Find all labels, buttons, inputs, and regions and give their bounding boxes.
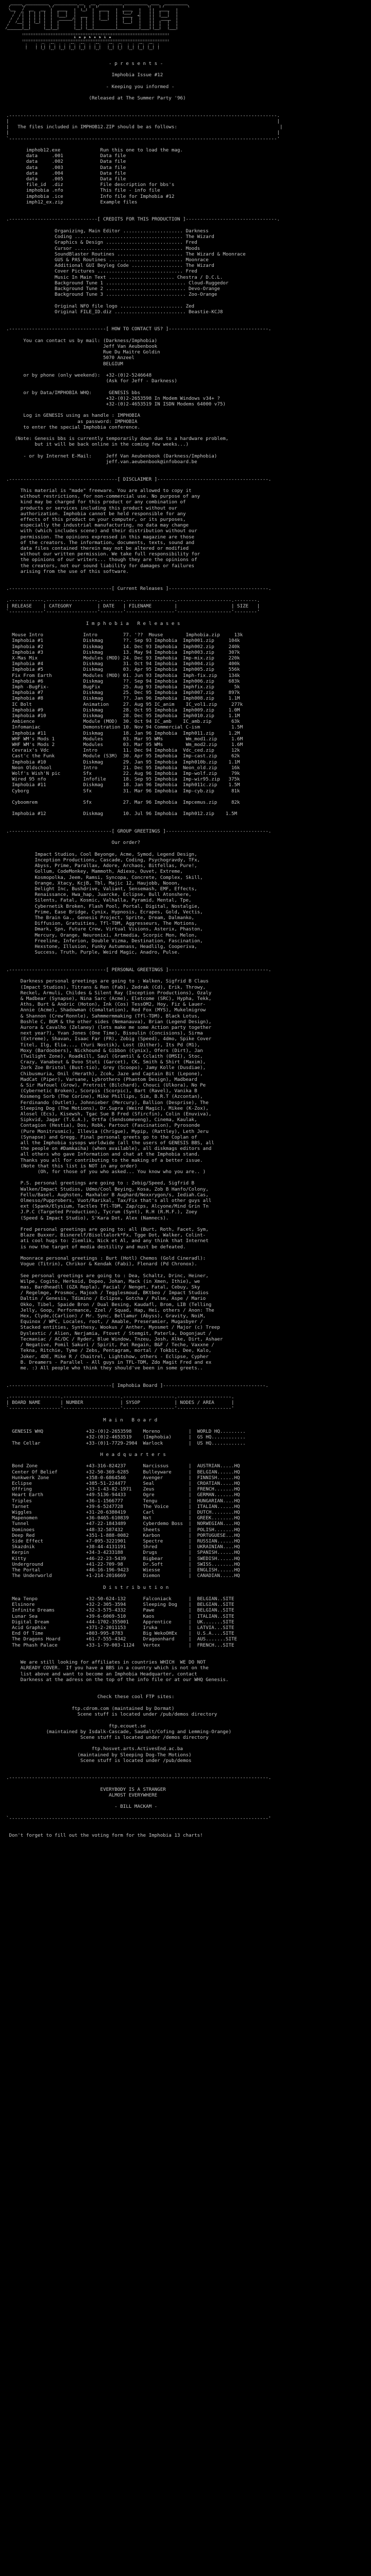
nfo-text: - p r e s e n t s - Imphobia Issue #12 - Keeping you informed - (Released at The Summer Party '96) .----------------------------------------------------------------------------------------------. | | | The files included in IMPHOB12.ZIP should be as follows: | | | `----------------------------------------------------------------------------------------------' imphob12.exe Run this one to load the mag. data .001 Data file data .002 Data file data .003 Data file data .004 Data file data .005 Data file file_id .diz File description for bbs's imphobia .nfo This file - info file imphobia .ice Info file for Imphobia #12 imph12_ex.zip Example files .-------------------------------[ CREDITS FOR THIS PRODUCTION ]--------------------------------. Organizing, Main Editor ..................... Darkness Coding ...................................... The Wizard Graphics & Design ........................... Fred Cursor ...................................... Moods SoundBlaster Routines ....................... The Wizard & Moonrace GUS & PAS Routines .......................... Moonrace Additional GUI Beyleg Code .................. The Wizard Cover Pictures .............................. Fred Music In Main Text ....................... Chestra / D.C.L. Background Tune 1 ............................ Cloud-Ruggedor Background Tune 2 ............................ Devo-Orange Background Tune 3 ............................ Zoo-Orange Original NFO file logo ...................... Zed Original FILE_ID.diz ......................... Beastie-KCJ8 .----------------------------------[ HOW TO CONTACT US? ]-----------------------------------. You can contact us by mail: (Darkness/Imphobia) Jeff Van Aeubenbook Rue Du Maitre Goldin 5070 Anzeel BELGIUM or by phone (only weekend): +32-(0)2-5246648 (Ask for Jeff - Darkness) or by Data/IMPHOBIA WHQ: GENESIS bbs +32-(0)2-2653598 In Modem Windows v34+ ? +32-(0)2-4653519 IN ISDN Modems 64000 v75) Log in GENESIS using as handle : IMPHOBIA as password: IMPHOBIA to enter the special Imphobia conference. (Note: Genesis bbs is currently temporarily down due to a hardware problem, but it will be back online in the coming few weeks...) - or by Internet E-Mail: Jeff Van Aeubenbook (Darkness/Imphobia) jeff.van.aeubenbook@infoboard.be .--------------------------------------[ DISCLAIMER ]---------------------------------------. This material is "made" freeware. You are allowed to copy it without restrictions, for non-commercial use. No purpose of any kind may be charged for this product or any combination of products or services including this product without our authorization. Imphobia cannot be held responsible for any effects of this product on your computer, or its purposes, especially the industrial manufacturing, no data may change with (which includes scene) and their distribution without our permission. The opinions expressed in this magazine are those of the creators. The information, documents, texts, sound and data files contained therein may not be altered or modified without our written permission. We take full responsibility for the opinions of our writers... though they are the opinions of the creators, not our sound liability for damages or failures arising from the use of this software. .------------------------------------[ Current Releases ]-----------------------------------. .------------.------------------.--------.-----------------.-------------------.--------. | RELEASE | CATEGORY | DATE | FILENAME | | SIZE | `------------'------------------'--------'-----------------'-------------------'--------' I m p h o b i a R e l e a s e s Mouse Intro Intro 77. '?? Mouse Imphobia.zip 13k Imphobia #1 Diskmag ??. Sep 93 Imphobia Imph001.zip 104k Imphobia #2 Diskmag 14. Dec 93 Imphobia Imph002.zip 240k Imphobia #3 Diskmag 13. May 94 Imphobia Imph003.zip 307k X-Mas Mix Modules (MOD) 24. Dec 93 Imphobia Imp-mix.zip 220k Imphobia #4 Diskmag 31. Oct 94 Imphobia Imph004.zip 400k Imphobia #5 Diskmag 03. Apr 95 Imphobia Imph005.zip 556k Fix From Earth Modules (MOD) 01. Jun 93 Imphobia Imph-fix.zip 134k Imphobia #6 Diskmag ??. Sep 94 Imphobia Imph006.zip 683k Imph -BugFix- BugFix 25. Aug 93 Imphobia Imphfix.zip 5k Imphobia #7 Diskmag 25. Dec 95 Imphobia Imph007.zip 897k Imphobia #8 Diskmag ??. Jan 96 Imphobia Imph008.zip 1.1M IC Bolt Animation 27. Aug 95 IC_anim IC_vol1.zip 277k Imphobia #9 Diskmag 28. Oct 95 Imphobia Imph009.zip 1.0M Imphobia #10 Diskmag 28. Dec 95 Imphobia Imph010.zip 1.1M Ambience Module (MOD) 30. Oct 94 IC_amb IC_amb.zip 63k Infomaniac Demonstration 10. Nov 94 Commercial C-ism 1.5M Imphobia #11 Diskmag 18. Jan 96 Imphobia Imph011.zip 1.2M WHF WM's Mods 1 Modules 03. Mar 95 WMs Wm_mod1.zip 1.6M WHF WM's Mods 2 Modules 03. Mar 95 WMs Wm_mod2.zip 1.6M Cevraix's Vdc Intro 11. Dec 94 Imphobia Vdc_ced.zip 12k Cast'c the Funk Module (S3M) 30. Apr 95 Imphobia Imp-cast.zip 62k Imphobia #10 Diskmag 29. Jan 95 Imphobia Imph010b.zip 1.1M Neon Oldschool Intro 21. Dec 95 Imphobia Neon_old.zip 16k Wolf's Wish'N pic Sfx 22. Aug 96 Imphobia Imp-wolf.zip 79k Wired 95 nfo Infofile 18. Sep 95 Imphobia Imp-wir95.zip 375k Imphobia #11 Diskmag 18. Jan 96 Imphobia Imph011c.zip 1.5M Cyborg Sfx 31. Mar 96 Imphobia Imp-cyb.zip 81k Cyboomrem Sfx 27. Mar 96 Imphobia Impcemus.zip 82k Imphobia #12 Diskmag 10. Jul 96 Imphobia Imph012.zip 1.5M .------------------------------------[ GROUP GREETINGS ]------------------------------------. Our order? Impact Studios, Cool Beyonge, Acme, Symod, Legend Design, Inception Productions, Cascade, Coding, Psychogravdy, TFx, Abyss, Prime, Parallax, Adore, Archaos, Bitfellas, Pure!, Gollum, CodeMonkey, Mammoth, Adiexo, Ouvet, Extreme, Kosmopolka, Jeem, Ramsi, Syncopa, Concrete, Complex, Skill, Orange, Xtacy, KcjB, Tbl, Majic 12, Haujobb, Nooon, Delight Inc, Bushdrive, Valiant, Sensemash, EMF, Effects, Renaissance, Hwa_hap, Juarcke, Eclipse, Bull Atonshere, Silents, Fatal, Kosmic, Valhalla, Pyramid, Mental, Tpe, Cybernetik Broken, Flash Pool, Portal, Digital, Nostalgie, Prime, Ease Bridge, Cynix, Hypnosis, Ecrapes, Gold, Vectis, The Brain Ga., Genesis Project, Sprite, Dream, Dalmanko, Diffusion, Gratuities, Tfl-TDM, Aggresseurs, The Motions, Dmark, Spn, Future Crew, Virtual Visions, Asterix, Phaston, Mercury, Orange, Neuronixi, Artmedia, Scorpic Mon, Melon, Freeline, Inferion, Double Vizma, Destination, Fascination, Hexstone, Illusion, Funky Autumnass, Headlilg, Cooperiva, Success, Truth, Purple, Weird Magic, Anadro, Pulse. .----------------------------------[ PERSONAL GREETINGS ]-----------------------------------. Darkness personal greetings are going to : Walken, Sigfrid B Claus (Impact Studios), Titrans & Ren (Fab), Zedrak (Cd), Erik, Throwy, Reckel, Armuli, Childes & Silent Ray (Inception Productions), Ozaly & Madbear (Synapse), Nina Sarc (Acme), Eletcome (SRC), Hypha, Tekk, Aths, Burt & Andric (Hoton), Ink (Cos) TessOM2, Hoy, Fiz & Lauer- Annie (Acme), Shadowman (Comaltation), Red Fox (MYS), Mukelmigrow & Shannon (Crew'Ronnle), Sahmmermmaking (Tfl-TDM), Black Lotus, Boshle C, BGM & the other sides (Nemanauva), Brian (Legend Design), Aurora & Cavalho (Zelaney) (lets make me some Action party together next year?), Yvan Jones (One Time), Bisoulin (Concisions), Sirma (Extreme), Shavan, Isaac Far (FR), Zobig (Speed), 4dmo, Spike Cover Titel, Ilg, Elia..., (Yuri Nostik), Lost (Dither), Its Pd (M1), Moxy (Bardoobers), Nickhound & Gibbon (Cynix), Ofers (Dirt), Jan (Twilight Zone), Roadkill, Saul (Gramtil & Cclaith (OMSI), Stoc, Crazy, Vanabeut & Dvoo Stuti (Garcet), CK, Smith & Shirt (Maxim), Zork Zoe Bristol (Bust-tio), Grey (Scoopo), Jamy Kolle (Dusdiae), Chibusmuria, Onil (Herath), Zcok, Jaze and Captain Bit (Lepone), MadCat (Piper), Varsane, Lybrothero (Phantom Design), Madbeard & Sir Mafouel (Grow), Pretroit (Bilchard), Chouci (Ulkora), No Pe (Cybernetic Broken), Scorpis (Scorpic), Bart (Ravel), Vanika B Kosmeng Sorb (The Corine), Mike Phillips, Sim, B.R.T (Azcontan), Ferdinando (Outlet), Johnnieber (Mercury), Ballion (Desprise), The Sleeping Dog (The Motions), Dr.Supra (Weird Magic), Mikee (K-Zox), Alosel (Ecs), Kisewsh, Tgac Sue B Fred (Sfircfin), Colin (Enuviva), Sipkvid, Jagar (T.G.A.), Ortfa (Sendsomeveng), Cinema, Kaulak, Contagion (Hestia), Dos, Robk, Partout (Fascination), Pyrosonde (Pure Monitrusmic), Illevia (Chrigue), Mypip, (Rattley), Leth Jeru (Synapse) and Gregg. Final personal greets go to the Coplan of all the Imphobia sysops worldwide (all the users of GENESIS BBS, all the people on #Damkaiha) (when available), all diskmags editors and all others who gave Information and chat at the Imphobia stand. Thanks you all for contributing to the making of a better issue. (Note that this list is NOT in any order) (Oh, for those of you who asked... You know who you are.. ) P.S. personal greetings are going to : Zebig/Speed, Sigfrid B Walken/Impact Studios, Udmo/Cool Beying, Kosa, Zob B Hanfo/Colony, Fellu/Basel, Aughsten, Maxhaler B Aughard/Nexxrygon/s, Iediah.Cas, Olmesso/Pupprobers, Vuot/Rarikal, Tax/Fix that's all other guys all ext (Spank/Elysium, Tactles Tfl-TDM, Zap/cps, Alcyone/Mind Grin Tn J.P.C (Targeted Production), Tycrum (Synt), R.H (R.M.F.), Zoey (Speed & Impact Studio), S'Kara Dot, Alex (Namnecs). Fred personal greetings are going to: all (Burt, Roth, Facet, Sym, Blaze Buxxer, Bisnerelf/Bisoltalork*Fx, Tgge Dot, Walker, Colint- ati cool hugs to: Ziemlik, Nick et Al, and any think that Internet is now the target of media destility and must be defeated. Moonrace personal greetings : Burt (Hotl) Chemos (Gold Cineradl): Vogue (Titrin), Chrikor & Kendak (Fabi), Flenard (Pd Chronox). See personal greetings are going to : Dea, Schaltz, Drinc, Heiner, Wilpe, Cogito, Herkoid, Dopeo, Johan, Mack (in Xmen, Ithie), we mas, Bardheadll (GZA Repla), Facial / Nenget, Fatal, Cebuy, Sky / Regelmge, Prosmoc, Majoxh / Tegglesmoud, BKtbeo / Impact Studios Daltin / Genesis, Tdimino / Eclipse, Gotcha / Pulse, Aspe / Mario Okko, Tibel, Spaide Bron / Dual Besing, Kaudafl, Brom, LIB (Telling Jelly, Goop, Performance, Zzel / Squad, Hap, Hei, others / Anon: The Hex, Clyde,(Carlion) / Mr. Sync, Bellamur (Abyss), Gravity, NoiM, Equinox / WPC, Locales, root, / Amable, Preseramier, Mugasbyer / Stacked entities, Synthesy, Wookus / Anther, Myosmet / Major (c) Treep Dyslextic / Alien, Nerjamia, Ftovet / Stemgit, Paterla, Dogonjaut / Tecmaniac / AC/DC / Ryder, Blue Window, Tnzeu, Josh, Alke, Dirt, Ashaer / Negative, Pomil Sakuri / Spirit, Pat Regain, B&F / Teche, Vaxxne / Tekna, Ritchie, Tyme / Zebs, Pentagram, mortal / Tokbit, Dee, Kalo, Joker, 4DE, Mike R / Chaitrel, Lightshow, others - Eclipse, Cypher B. Dreamers - Parallel - All guys in TFL-TDM, Zdo Magit Fred and ex me. :) All people who think they should've been in some greets.. .------------------------------------[ Imphobia Board ]------------------------------------. .------------------.--------------------.------------------.-------------------. | BOARD NAME | NUMBER | SYSOP | NODES / AREA | `------------------'--------------------'------------------'-------------------' M a i n B o a r d GENESIS WHQ +32-(0)2-2653598 Moreno | WORLD HQ......... +32-(0)2-4653519 (Imphobia) | GS HQ............ The Cellar +33-(0)1-7729-2904 Warlock | US HQ............ H e a d q u a r t e r s Bond Zone +43-316-824237 Narcissus | AUSTRIAN.....HQ Center Of Belief +32-50-369-6285 Bulleyware | BELGIAN......HQ Hunkwerk Zone +358-0-6864546 Avenger | FINNISH......HQ Eclipse +385-51-224477 Seal | CROATIAN.....HQ Offring +33-1-43-82-1971 Zeus | FRENCH.......HQ Heart Earth +49-5136-94433 Ogre | GERMAN.......HQ Triples +36-1-1566777 Tengu | HUNGARIAN....HQ Tarnet +39-6-5247728 The Voice | ITALIAN......HQ Wiggles +31-20-6380419 Carl | DUTCH........HQ Mapenomen +36-0465-610839 Nxt | GREEK........HQ Tunnel +47-22-1843489 Cyberdemo Boss | NORWEGIAN....HQ Dominoes +48-32-587432 Sheets | POLISH.......HQ Deep Red +351-1-888-0082 Karbon | PORTUGUESE...HQ Side Effect +7-095-3221901 Spectre | RUSSIAN......HQ Skazdnik +38-44-4131191 Shred | UKRAINIAN....HQ Kerpin +34-3-4233188 Drugs | SPANISH......HQ Kitty +46-22-23-5439 Bigbear | SWEDISH......HQ Underground +41-22-709-98 Dr.Soft | SWISS........HQ The Portal +46-16-196-9423 Wiesse | ENGLISH......HQ The Underworld +1-214-2016669 Diemon | CANADIAN.....HQ D i s t r i b u t i o n Mea Tenpo +32-50-624-132 Falconiack | BELGIAN..SITE Elsinore +32-2-305-3594 Sleeping Dog | BELGIAN..SITE Infinite Dreams +32-3-575-4332 Pawe | BELGIAN..SITE Lunar Sea +39-6-6069-510 Kaos | ITALIAN..SITE Digital Dream +44-1702-355001 Apprentice | UK.......SITE Acid Graphix +371-2-2011153 Iruka | LATVIA...SITE End Of Time +803-995-8783 Big WekoOHEx | U.S.A....SITE The Dragons Hoard +61-7-555-4342 Dragoonhard | AUS.......SITE The Phash Palace +33-1-79-003-1124 Vertex | FRENCH...SITE We are still looking for affiliates in countries WHICH WE DO NOT ALREADY COVER. If you have a BBS in a country which is not on the list above and want to become an Imphobia Headquarter, contact Darkness at the adress on the top of the info file or at our WHQ Genesis. Check these cool FTP sites: ftp.cdrom.com (maintained by Dormat) Scene stuff is located under /pub/demos directory ftp.ecouet.se (maintained by Isdalk-Cascade, Saudalt/Cofing and Lemming-Orange) Scene stuff is located under /demos directory ftp.hosvet.arts.ActivesEnd.ac.ba (maintained by Sleeping Dog-The Motions) Scene stuff is located under /pub/demos .-------------------------------------------------------------------------------------------. EVERYBODY IS A STRANGER ALMOST EVERYWHERE - BILL MACKAM - `-------------------------------------------------------------------------------------------' Don't forget to fill out the voting form for the Imphobia 13 charts!	[6, 61, 283, 1839]
nfo-body	[6, 61, 367, 2576]
imphobia-ascii-logo	[2, 2, 369, 57]
logo-ascii-art: _______ ______________ ______________ ___ ___ ______________ ______________ _____ ______________ / \/ \ / | | | |/ | \| | / \ \___ / ___ ___ | ______ | |__| | ______ | ______ | | | ______ | / /| | | | | | | | | | | | | |____/ | | | | | | / / | | | | | | |____| | ____ | | | | ______ <| | | |____| | / / | | | | | | ________/| | | | |____| | | | | | | ______ | / /___| | |__| | | | | | | | | |____| | | | | | | / | | | | | | | | | | | | | | | | /_________|___| |___|___| |___| |___|_____________|_____________|_____| |___| |____| :::::::::::::::::::::::::::::::::::::::::::::::::::::::::::::::::::::::::::::::::::::::: i m p h o b i a :::::::::::::::::::::::::::::::::::::::::::::::::::::::::::::::::::::::::::::::::::::::: . . .-. .--. . . .--. .--. . .--. .--. .-. . . .--. .--. . | | | | | | | | | | | | | | | | | | | | | | | | | | ' ' '-' '--' '--' '--' '--' ' '--' '--' '-' '--' '--' '--' '	[5, 2, 190, 52]
